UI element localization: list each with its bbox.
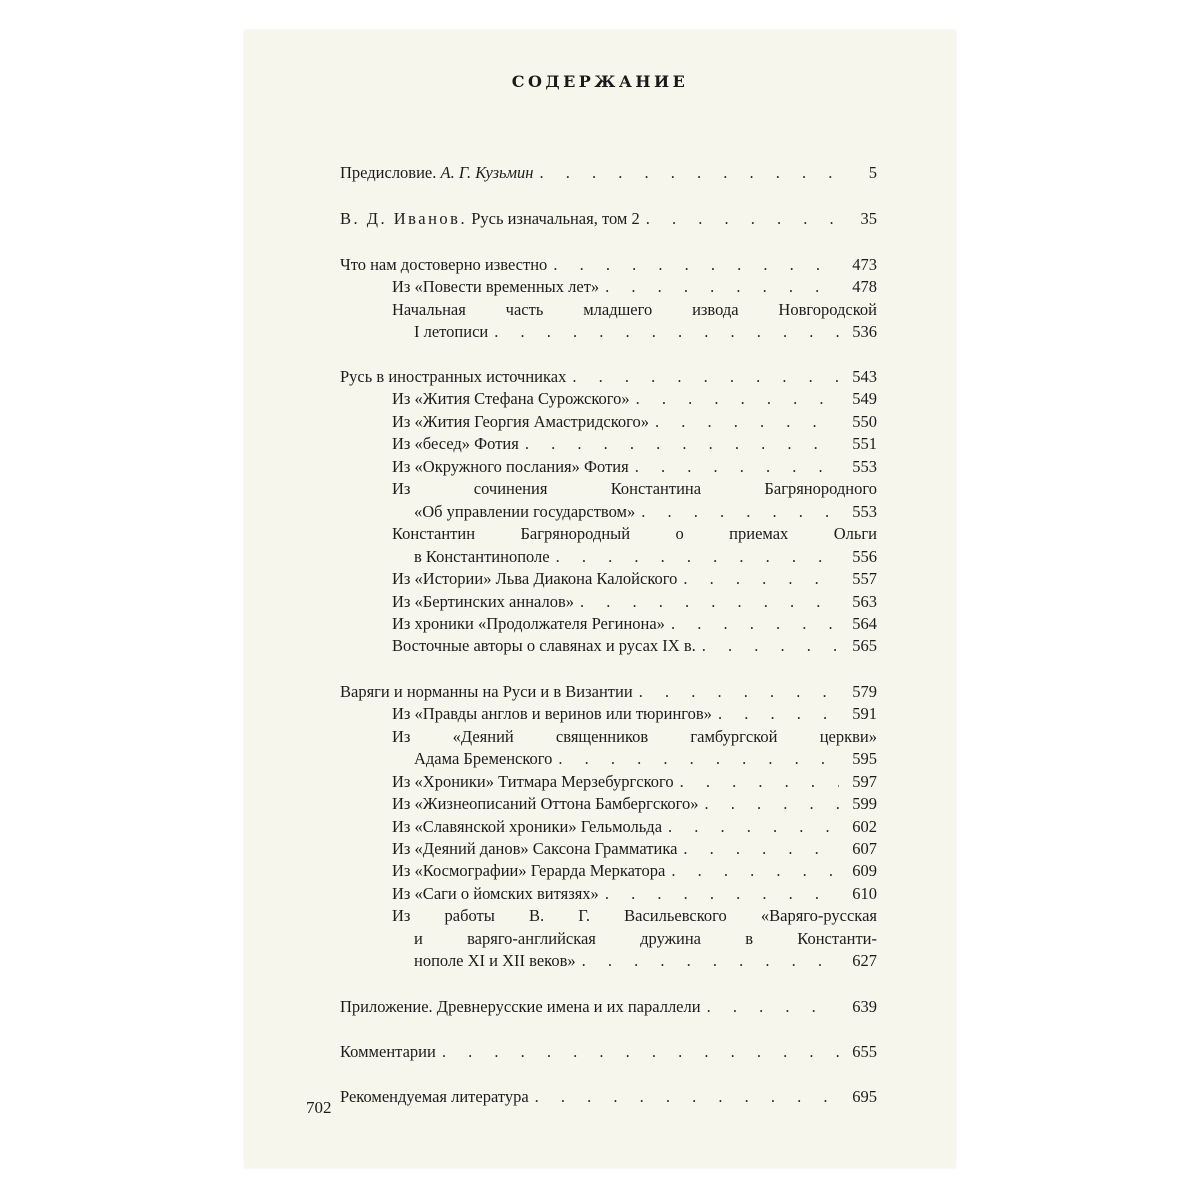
toc-entry: Варяги и норманны на Руси и в Византии . . . 579: [340, 681, 877, 703]
toc-entry: Адама Бременского . . . 595: [414, 748, 877, 770]
page-number: 5: [868, 163, 877, 182]
page-number: 655: [852, 1042, 877, 1061]
page-number: 553: [852, 457, 877, 476]
page-number: 478: [852, 277, 877, 296]
toc-entry: Из «Космографии» Герарда Меркатора . . . 609: [392, 860, 877, 882]
toc-entry: Из «Истории» Льва Диакона Калойского . . . 557: [392, 568, 877, 590]
toc-entry: Из «Жизнеописаний Оттона Бамбергского» . . . 599: [392, 793, 877, 815]
page-number: 556: [852, 547, 877, 566]
toc-entry: Приложение. Древнерусские имена и их параллели . . . 639: [340, 996, 877, 1018]
page-number: 543: [852, 367, 877, 386]
book-page: [244, 30, 956, 1168]
author-name: А. Г. Кузьмин: [440, 163, 534, 182]
page-number: 639: [852, 997, 877, 1016]
author-name: В. Д. Иванов.: [340, 209, 468, 228]
toc-entry: Из «бесед» Фотия . . . 551: [392, 433, 877, 455]
page-number: 549: [852, 389, 877, 408]
page-number: 35: [860, 209, 877, 228]
toc-entry: Из «Хроники» Титмара Мерзебургского . . . 597: [392, 771, 877, 793]
toc-entry-line: Из «Деяний священников гамбургской церкви»: [392, 727, 877, 746]
page-number: 553: [852, 502, 877, 521]
toc-entry: Из «Бертинских анналов» . . . 563: [392, 591, 877, 613]
page-number: 536: [852, 322, 877, 341]
toc-entry: Из «Окружного послания» Фотия . . . 553: [392, 456, 877, 478]
toc-entry: Из «Саги о йомских витязях» . . . 610: [392, 883, 877, 905]
toc-entry: I летописи . . . 536: [414, 321, 877, 343]
page-number: 579: [852, 682, 877, 701]
toc-entry: Комментарии . . . 655: [340, 1041, 877, 1063]
page-number: 609: [852, 861, 877, 880]
toc-entry: Из «Жития Георгия Амастридского» . . . 550: [392, 411, 877, 433]
page-number: 695: [852, 1087, 877, 1106]
toc-entry-preface: Предисловие. А. Г. Кузьмин . . . 5: [340, 162, 877, 184]
page-title: СОДЕРЖАНИЕ: [511, 72, 689, 91]
page-number: 595: [852, 749, 877, 768]
folio-page-number: 702: [306, 1098, 332, 1117]
toc-entry-line: и варяго-английская дружина в Константи-: [414, 929, 877, 948]
page-number: 565: [852, 636, 877, 655]
page-number: 473: [852, 255, 877, 274]
toc-entry-line: Начальная часть младшего извода Новгородской: [392, 300, 877, 319]
toc-entry: Из «Правды англов и веринов или тюрингов» . . . 591: [392, 703, 877, 725]
page-number: 563: [852, 592, 877, 611]
toc-entry: Из хроники «Продолжателя Регинона» . . . 564: [392, 613, 877, 635]
toc-entry: нополе XI и XII веков» . . . 627: [414, 950, 877, 972]
page-number: 602: [852, 817, 877, 836]
toc-entry: «Об управлении государством» . . . 553: [414, 501, 877, 523]
toc-entry: Из «Повести временных лет» . . . 478: [392, 276, 877, 298]
toc-entry: Из «Славянской хроники» Гельмольда . . . 602: [392, 816, 877, 838]
page-number: 627: [852, 951, 877, 970]
toc-entry-main-text: В. Д. Иванов. Русь изначальная, том 2 . . . 35: [340, 208, 877, 230]
page-number: 610: [852, 884, 877, 903]
toc-entry: Русь в иностранных источниках . . . 543: [340, 366, 877, 388]
toc-entry-line: Константин Багрянородный о приемах Ольги: [392, 524, 877, 543]
page-number: 557: [852, 569, 877, 588]
toc-entry-line: Из сочинения Константина Багрянородного: [392, 479, 877, 498]
toc-entry: Из «Деяний данов» Саксона Грамматика . . . 607: [392, 838, 877, 860]
toc-entry-line: Из работы В. Г. Васильевского «Варяго-русская: [392, 906, 877, 925]
page-number: 564: [852, 614, 877, 633]
page-number: 551: [852, 434, 877, 453]
toc-entry: Восточные авторы о славянах и русах IX в. . . . 565: [392, 635, 877, 657]
page-number: 599: [852, 794, 877, 813]
toc-entry: Рекомендуемая литература . . . 695: [340, 1086, 877, 1108]
toc-entry: Из «Жития Стефана Сурожского» . . . 549: [392, 388, 877, 410]
toc-entry: в Константинополе . . . 556: [414, 546, 877, 568]
page-number: 597: [852, 772, 877, 791]
page-number: 607: [852, 839, 877, 858]
page-number: 591: [852, 704, 877, 723]
page-number: 550: [852, 412, 877, 431]
toc-entry: Что нам достоверно известно . . . 473: [340, 254, 877, 276]
